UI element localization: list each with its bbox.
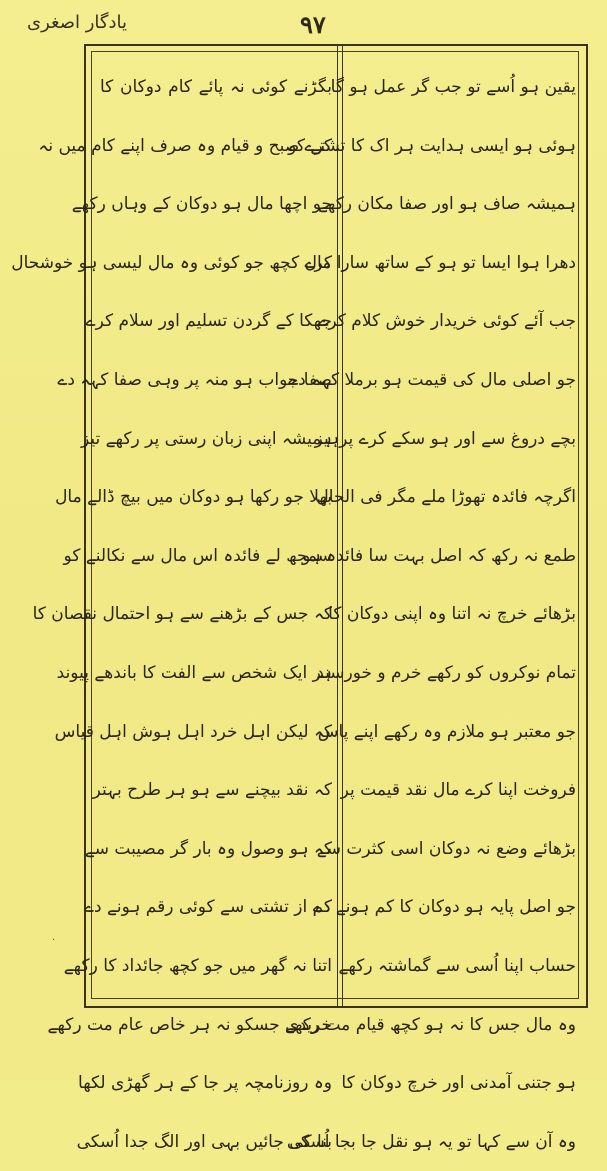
page-header <box>0 0 607 48</box>
verse-line: صفا جواب ہو منہ پر وہی صفا کہہ دے <box>57 369 332 390</box>
verse-line: بڑھائے وضع نہ دوکان اسی کثرت سے <box>316 838 576 859</box>
verse-line: بڑھائے خرچ نہ اتنا وہ اپنی دوکان کا <box>328 604 576 625</box>
verse-line: جھکا کے گردن تسلیم اور سلام کرے <box>85 311 332 332</box>
verse-line: فروخت اپنا کرے مال نقد قیمت پر <box>340 780 576 801</box>
verse-line: حساب اپنا اُسی سے گماشتہ رکھے <box>338 955 576 976</box>
verse-line: خریدی جسکو نہ ہر خاص عام مت رکھے <box>47 1014 332 1035</box>
verse-line: تمام نوکروں کو رکھے خرم و خورسند <box>316 662 576 683</box>
margin-mark: · <box>52 935 56 946</box>
verse-line: ہر ایک شخص سے الفت کا باندھے پیوند <box>56 662 332 683</box>
verse-line: جو اصلی مال کی قیمت ہو برملا کہہ دے <box>288 369 576 390</box>
verse-line: ہو جتنی آمدنی اور خرچ دوکان کا <box>341 1073 576 1094</box>
verse-line: سمجھ لے فائدہ اس مال سے نکالنے کو <box>63 545 332 566</box>
verse-line: طمع نہ رکھ کہ اصل بہت سا فائدہ ہو <box>302 545 576 566</box>
verse-line: بگڑنے کوئی نہ پائے کام دوکان کا <box>100 77 332 97</box>
running-head: یادگار اصغری <box>27 12 127 33</box>
verse-line: یقین ہو اُسے تو جب گر عمل ہو گا <box>330 77 576 97</box>
verse-line: ہمیشہ اپنی زبان رستی پر رکھے تیز <box>80 428 332 449</box>
right-column <box>284 58 576 1171</box>
verse-line: کہ لیکن اہل خرد اہل ہوش اہل قیاس <box>54 721 332 742</box>
verse-line: کہ جس کے بڑھنے سے ہو احتمال نقصان کا <box>32 604 332 625</box>
page-number: ۹۷ <box>300 10 326 39</box>
verse-line: اگرچہ فائدہ تھوڑا ملے مگر فی الحال <box>316 487 576 508</box>
verse-line: بچے دروغ سے اور ہو سکے کرے پرہیز <box>314 428 576 449</box>
verse-line: جو اصل پایہ ہو دوکان کا کم ہونے دے <box>312 897 576 918</box>
verse-line: بھلا جو رکھا ہو دوکان میں بیچ ڈالے مال <box>55 487 332 508</box>
verse-line: بنا کی جائیں بہی اور الگ جدا اُسکی <box>76 1131 332 1152</box>
left-column <box>11 58 332 1171</box>
verse-line: دھرا ہوا ایسا تو ہو کے ساتھ سارا مال <box>304 252 576 273</box>
verse-line: کہ ہو وصول وہ بار گر مصیبت سے <box>84 838 332 859</box>
verse-line: جب آئے کوئی خریدار خوش کلام کرے <box>318 311 576 332</box>
verse-line: ہوئی ہو ایسی ہدایت ہر اک کا تشتے کو <box>288 135 576 156</box>
verse-line: کم از تشتی سے کوئی رقم ہونے دے <box>84 897 332 918</box>
verse-line: کرے صبح و قیام وہ صرف اپنے کام میں نہ <box>38 135 332 156</box>
verse-line: اتنا نہ گھر میں جو کچھ جائداد کا رکھے <box>63 955 332 976</box>
verse-line: ہمیشہ صاف ہو اور صفا مکان رکھے <box>317 194 576 215</box>
verse-line: وہ آن سے کہا تو یہ ہو نقل جا بجا اُسکی <box>286 1131 576 1152</box>
verse-line: وہ روزنامچہ پر جا کے ہر گھڑی لکھا <box>78 1073 332 1094</box>
verse-line: کہ نقد بیچنے سے ہو ہر طرح بہتر <box>92 780 332 801</box>
verse-line: جو معتبر ہو ملازم وہ رکھے اپنے پاس <box>317 721 576 742</box>
verse-line: جو اچھا مال ہو دوکان کے وہاں رکھے <box>71 194 332 215</box>
verse-line: وہ مال جس کا نہ ہو کچھ قیام مت رکھے <box>284 1014 576 1035</box>
verse-line: کرے کچھ جو کوئی وہ مال لیسی ہو خوشحال <box>11 252 332 273</box>
